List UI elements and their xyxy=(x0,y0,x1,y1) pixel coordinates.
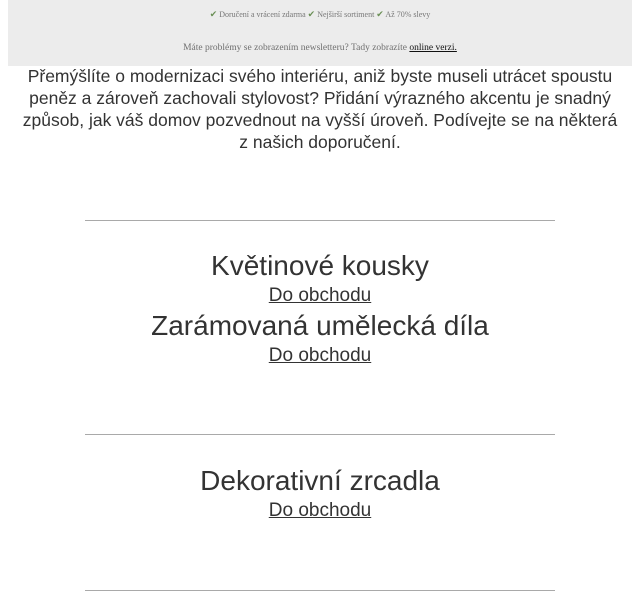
section-divider xyxy=(85,220,555,221)
shop-button-mirrors[interactable]: Do obchodu xyxy=(268,500,372,521)
category-title-floral: Květinové kousky xyxy=(211,250,429,281)
shop-button-framed-art[interactable]: Do obchodu xyxy=(268,345,372,366)
benefit-discount: Až 70% slevy xyxy=(385,10,431,19)
section-divider xyxy=(85,434,555,435)
benefit-widest-range: Nejširší sortiment xyxy=(317,10,375,19)
check-icon: ✔ xyxy=(307,9,316,19)
shop-button-floral[interactable]: Do obchodu xyxy=(268,285,372,306)
newsletter-display-note xyxy=(8,43,632,53)
category-title-framed-art: Zarámovaná umělecká díla xyxy=(151,310,489,341)
category-title-mirrors: Dekorativní zrcadla xyxy=(200,465,440,496)
check-icon: ✔ xyxy=(376,9,384,19)
online-version-link[interactable]: online verzi. xyxy=(409,43,457,53)
section-divider xyxy=(85,590,555,591)
newsletter-prompt: Máte problémy se zobrazením newsletteru? Tady zobrazíte xyxy=(183,43,408,53)
benefits-row xyxy=(8,9,632,20)
check-icon: ✔ xyxy=(209,9,218,19)
benefit-free-delivery: Doručení a vrácení zdarma xyxy=(219,10,306,19)
header-bar xyxy=(8,0,632,66)
intro-paragraph: Přemýšlíte o modernizaci svého interiéru, aniž byste museli utrácet spoustu peněz a zároveň zachovali stylovost? Přidání výrazného akcentu je snadný způsob, jak váš domov pozvednout na vyšší úroveň. Podívejte se na některá z našich doporučení. xyxy=(22,66,618,152)
